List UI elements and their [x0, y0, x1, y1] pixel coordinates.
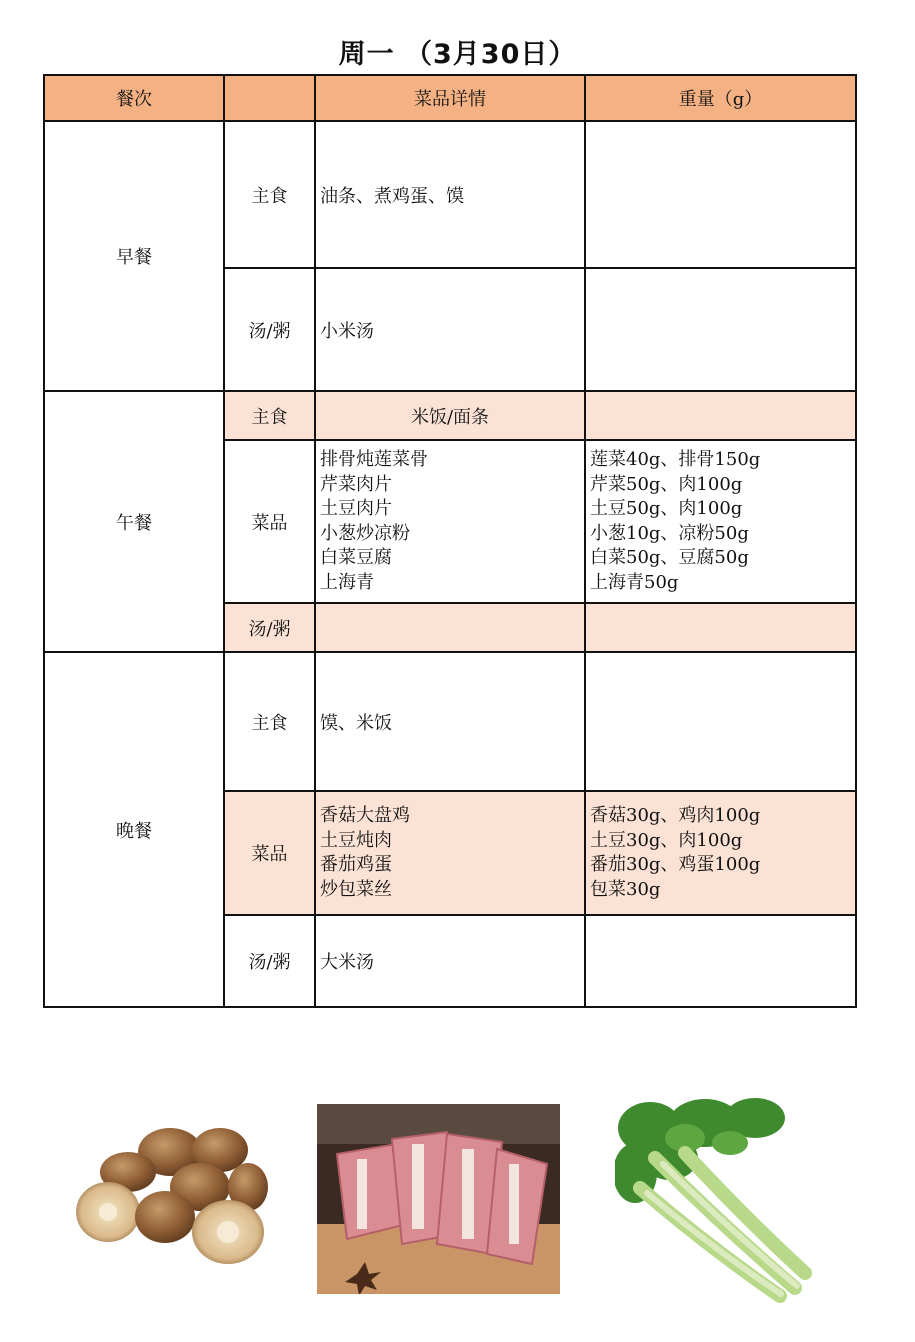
dish-item: 番茄鸡蛋 — [320, 854, 392, 875]
dishes-cell: 小米汤 — [315, 268, 585, 391]
weight-cell — [585, 603, 856, 652]
dishes-cell: 馍、米饭 — [315, 652, 585, 791]
header-meal: 餐次 — [44, 75, 224, 121]
type-label: 汤/粥 — [224, 915, 315, 1007]
header-type — [224, 75, 315, 121]
dish-item: 小葱炒凉粉 — [320, 522, 410, 544]
weight-item: 番茄30g、鸡蛋100g — [590, 854, 761, 875]
header-dishes: 菜品详情 — [315, 75, 585, 121]
dish-item: 炒包菜丝 — [320, 878, 392, 900]
header-row — [44, 75, 856, 121]
weight-cell — [585, 791, 856, 915]
type-label: 汤/粥 — [224, 268, 315, 391]
dishes-cell: 大米汤 — [315, 915, 585, 1007]
meal-breakfast: 早餐 — [44, 121, 224, 391]
weight-item: 白菜50g、豆腐50g — [590, 547, 749, 568]
table-row — [44, 391, 856, 440]
menu-table — [43, 74, 857, 1008]
type-label: 主食 — [224, 391, 315, 440]
weight-item: 土豆30g、肉100g — [590, 829, 743, 851]
food-photos — [0, 1090, 915, 1310]
weight-cell — [585, 391, 856, 440]
dish-item: 土豆肉片 — [320, 498, 392, 519]
weight-item: 上海青50g — [590, 571, 679, 593]
weight-cell — [585, 915, 856, 1007]
weight-cell — [585, 268, 856, 391]
dish-item: 上海青 — [320, 571, 374, 593]
type-label: 主食 — [224, 652, 315, 791]
table-row — [44, 652, 856, 791]
dishes-cell: 油条、煮鸡蛋、馍 — [315, 121, 585, 268]
mushroom-image — [70, 1112, 270, 1267]
weight-item: 香菇30g、鸡肉100g — [590, 805, 761, 826]
dishes-cell — [315, 603, 585, 652]
weight-cell — [585, 652, 856, 791]
pork-ribs-image — [317, 1104, 560, 1294]
type-label: 汤/粥 — [224, 603, 315, 652]
meal-dinner: 晚餐 — [44, 652, 224, 1007]
meal-lunch: 午餐 — [44, 391, 224, 652]
dish-item: 土豆炖肉 — [320, 829, 392, 851]
page-title: 周一 （3月30日） — [338, 39, 577, 70]
header-weight: 重量（g） — [585, 75, 856, 121]
dish-item: 白菜豆腐 — [320, 547, 392, 568]
weight-cell — [585, 121, 856, 268]
dish-item: 排骨炖莲菜骨 — [320, 449, 428, 470]
dishes-cell: 米饭/面条 — [315, 391, 585, 440]
type-label: 菜品 — [224, 440, 315, 603]
table-row — [44, 121, 856, 268]
weight-item: 小葱10g、凉粉50g — [590, 522, 749, 544]
weight-item: 莲菜40g、排骨150g — [590, 449, 761, 470]
weight-cell — [585, 440, 856, 603]
dish-item: 香菇大盘鸡 — [320, 805, 410, 826]
type-label: 菜品 — [224, 791, 315, 915]
dish-item: 芹菜肉片 — [320, 473, 392, 495]
weight-item: 芹菜50g、肉100g — [590, 473, 743, 495]
weight-item: 包菜30g — [590, 878, 661, 900]
dishes-cell — [315, 791, 585, 915]
type-label: 主食 — [224, 121, 315, 268]
dishes-cell — [315, 440, 585, 603]
weight-item: 土豆50g、肉100g — [590, 498, 743, 519]
celery-image — [615, 1098, 815, 1303]
